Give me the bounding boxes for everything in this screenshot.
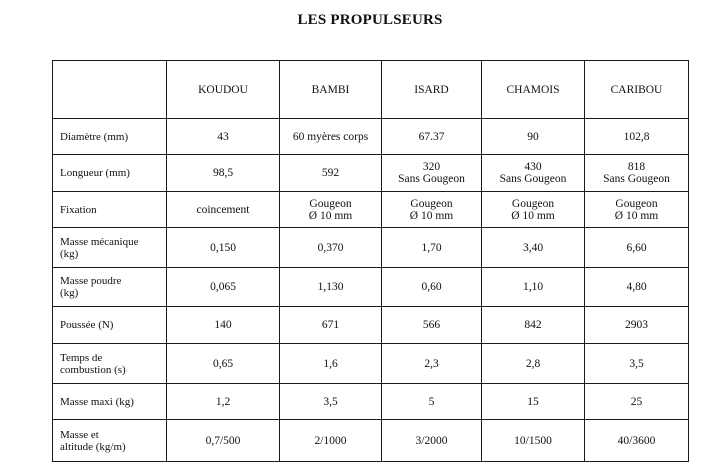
cell-bambi	[280, 119, 382, 155]
cell-caribou	[585, 228, 689, 268]
column-header-bambi: BAMBI	[280, 61, 382, 119]
cell-bambi	[280, 268, 382, 307]
cell-value: 140	[214, 319, 232, 331]
cell-value: Ø 10 mm	[308, 209, 353, 222]
cell-caribou	[585, 155, 689, 192]
corner-cell	[53, 61, 167, 119]
cell-koudou	[167, 192, 280, 228]
cell-value: Ø 10 mm	[614, 209, 659, 222]
cell-value: 3,40	[522, 241, 544, 254]
cell-bambi	[280, 344, 382, 384]
table-row	[53, 192, 689, 228]
cell-bambi	[280, 155, 382, 192]
cell-value: 2,8	[525, 357, 541, 370]
row-label	[53, 344, 167, 384]
cell-koudou	[167, 228, 280, 268]
cell-value: 3,5	[629, 357, 644, 370]
cell-chamois	[482, 344, 585, 384]
cell-value: 5	[428, 395, 435, 408]
cell-value: 43	[217, 130, 229, 143]
header-row	[53, 61, 689, 119]
cell-chamois	[482, 268, 585, 307]
table-row	[53, 155, 689, 192]
cell-caribou	[585, 344, 689, 384]
cell-value: 320	[422, 161, 441, 173]
cell-caribou	[585, 119, 689, 155]
row-label-line: Masse mécanique	[60, 235, 139, 248]
row-label	[53, 155, 167, 192]
table-row	[53, 307, 689, 344]
cell-isard	[382, 228, 482, 268]
cell-value: 6,60	[626, 241, 647, 254]
cell-value: 102,8	[623, 130, 650, 143]
row-label-line: (kg)	[60, 247, 79, 260]
cell-value: 98,5	[212, 167, 234, 179]
row-label-line: Temps de	[60, 351, 103, 364]
column-header-caribou: CARIBOU	[585, 61, 689, 119]
cell-caribou	[585, 268, 689, 307]
cell-value: 4,80	[626, 281, 647, 293]
cell-value: 1,10	[522, 281, 544, 293]
cell-value: Ø 10 mm	[409, 209, 454, 222]
cell-bambi	[280, 192, 382, 228]
row-label-line: Masse et	[60, 428, 99, 441]
cell-isard	[382, 192, 482, 228]
row-label-line: Diamètre (mm)	[60, 130, 129, 143]
table-row	[53, 268, 689, 307]
column-header-chamois: CHAMOIS	[482, 61, 585, 119]
cell-value: 842	[524, 319, 542, 331]
cell-chamois	[482, 228, 585, 268]
cell-value: 1,70	[421, 241, 442, 254]
cell-value: 0,065	[210, 281, 236, 293]
row-label-line: Masse maxi (kg)	[60, 395, 134, 408]
row-label-line: Poussée (N)	[60, 319, 114, 331]
cell-value: 67.37	[418, 130, 445, 143]
row-label	[53, 119, 167, 155]
row-label-line: altitude (kg/m)	[60, 440, 126, 453]
row-label-line: Masse poudre	[60, 275, 122, 287]
row-label	[53, 307, 167, 344]
cell-koudou	[167, 420, 280, 462]
cell-isard	[382, 155, 482, 192]
cell-koudou	[167, 384, 280, 420]
row-label	[53, 420, 167, 462]
cell-value: 2/1000	[314, 434, 347, 447]
cell-isard	[382, 420, 482, 462]
cell-value: 1,2	[215, 395, 231, 408]
cell-value: Sans Gougeon	[499, 173, 567, 185]
column-header-isard: ISARD	[382, 61, 482, 119]
cell-value: Ø 10 mm	[511, 209, 555, 222]
cell-isard	[382, 268, 482, 307]
cell-value: 90	[527, 130, 539, 143]
table-row	[53, 420, 689, 462]
cell-value: 3/2000	[415, 434, 448, 447]
cell-value: 430	[524, 161, 542, 173]
cell-value: 2903	[625, 319, 648, 331]
cell-value: 0,65	[212, 357, 234, 370]
row-label-line: (kg)	[60, 287, 79, 299]
cell-value: Gougeon	[615, 197, 658, 210]
cell-isard	[382, 384, 482, 420]
cell-value: 2,3	[424, 357, 439, 370]
cell-value: coincement	[196, 203, 250, 216]
cell-koudou	[167, 344, 280, 384]
row-label	[53, 384, 167, 420]
cell-chamois	[482, 155, 585, 192]
cell-caribou	[585, 192, 689, 228]
cell-isard	[382, 344, 482, 384]
cell-value: Gougeon	[511, 197, 555, 210]
cell-value: Gougeon	[410, 197, 453, 210]
cell-value: 10/1500	[514, 434, 552, 447]
cell-value: 818	[627, 161, 646, 173]
cell-value: 15	[527, 395, 539, 408]
cell-value: 1,130	[317, 281, 344, 293]
cell-caribou	[585, 307, 689, 344]
row-label-line: Fixation	[60, 203, 97, 216]
cell-isard	[382, 307, 482, 344]
cell-chamois	[482, 119, 585, 155]
propulsion-specs-table	[52, 60, 689, 462]
cell-value: 592	[321, 167, 340, 179]
cell-value: 40/3600	[617, 434, 656, 447]
cell-value: 566	[422, 319, 441, 331]
row-label	[53, 228, 167, 268]
cell-value: 60 myères corps	[292, 130, 369, 143]
cell-value: 1,6	[323, 357, 338, 370]
column-header-koudou: KOUDOU	[167, 61, 280, 119]
cell-value: 0,150	[210, 241, 236, 254]
cell-koudou	[167, 119, 280, 155]
cell-value: Gougeon	[309, 197, 352, 210]
cell-koudou	[167, 268, 280, 307]
cell-value: 25	[630, 395, 643, 408]
table-row	[53, 344, 689, 384]
row-label-line: Longueur (mm)	[60, 167, 130, 179]
table-row	[53, 228, 689, 268]
cell-bambi	[280, 384, 382, 420]
cell-chamois	[482, 307, 585, 344]
cell-value: 0,370	[317, 241, 344, 254]
cell-chamois	[482, 192, 585, 228]
table-row	[53, 384, 689, 420]
cell-caribou	[585, 384, 689, 420]
row-label	[53, 268, 167, 307]
table-row	[53, 119, 689, 155]
cell-value: 671	[321, 319, 340, 331]
cell-koudou	[167, 155, 280, 192]
cell-value: 3,5	[323, 395, 338, 408]
cell-value: 0,7/500	[205, 434, 241, 447]
row-label	[53, 192, 167, 228]
cell-koudou	[167, 307, 280, 344]
cell-bambi	[280, 307, 382, 344]
cell-chamois	[482, 420, 585, 462]
cell-bambi	[280, 228, 382, 268]
cell-bambi	[280, 420, 382, 462]
cell-chamois	[482, 384, 585, 420]
cell-value: 0,60	[421, 281, 442, 293]
cell-value: Sans Gougeon	[603, 173, 670, 185]
cell-caribou	[585, 420, 689, 462]
row-label-line: combustion (s)	[60, 363, 126, 376]
page-title: LES PROPULSEURS	[297, 12, 443, 28]
cell-isard	[382, 119, 482, 155]
cell-value: Sans Gougeon	[398, 173, 465, 185]
